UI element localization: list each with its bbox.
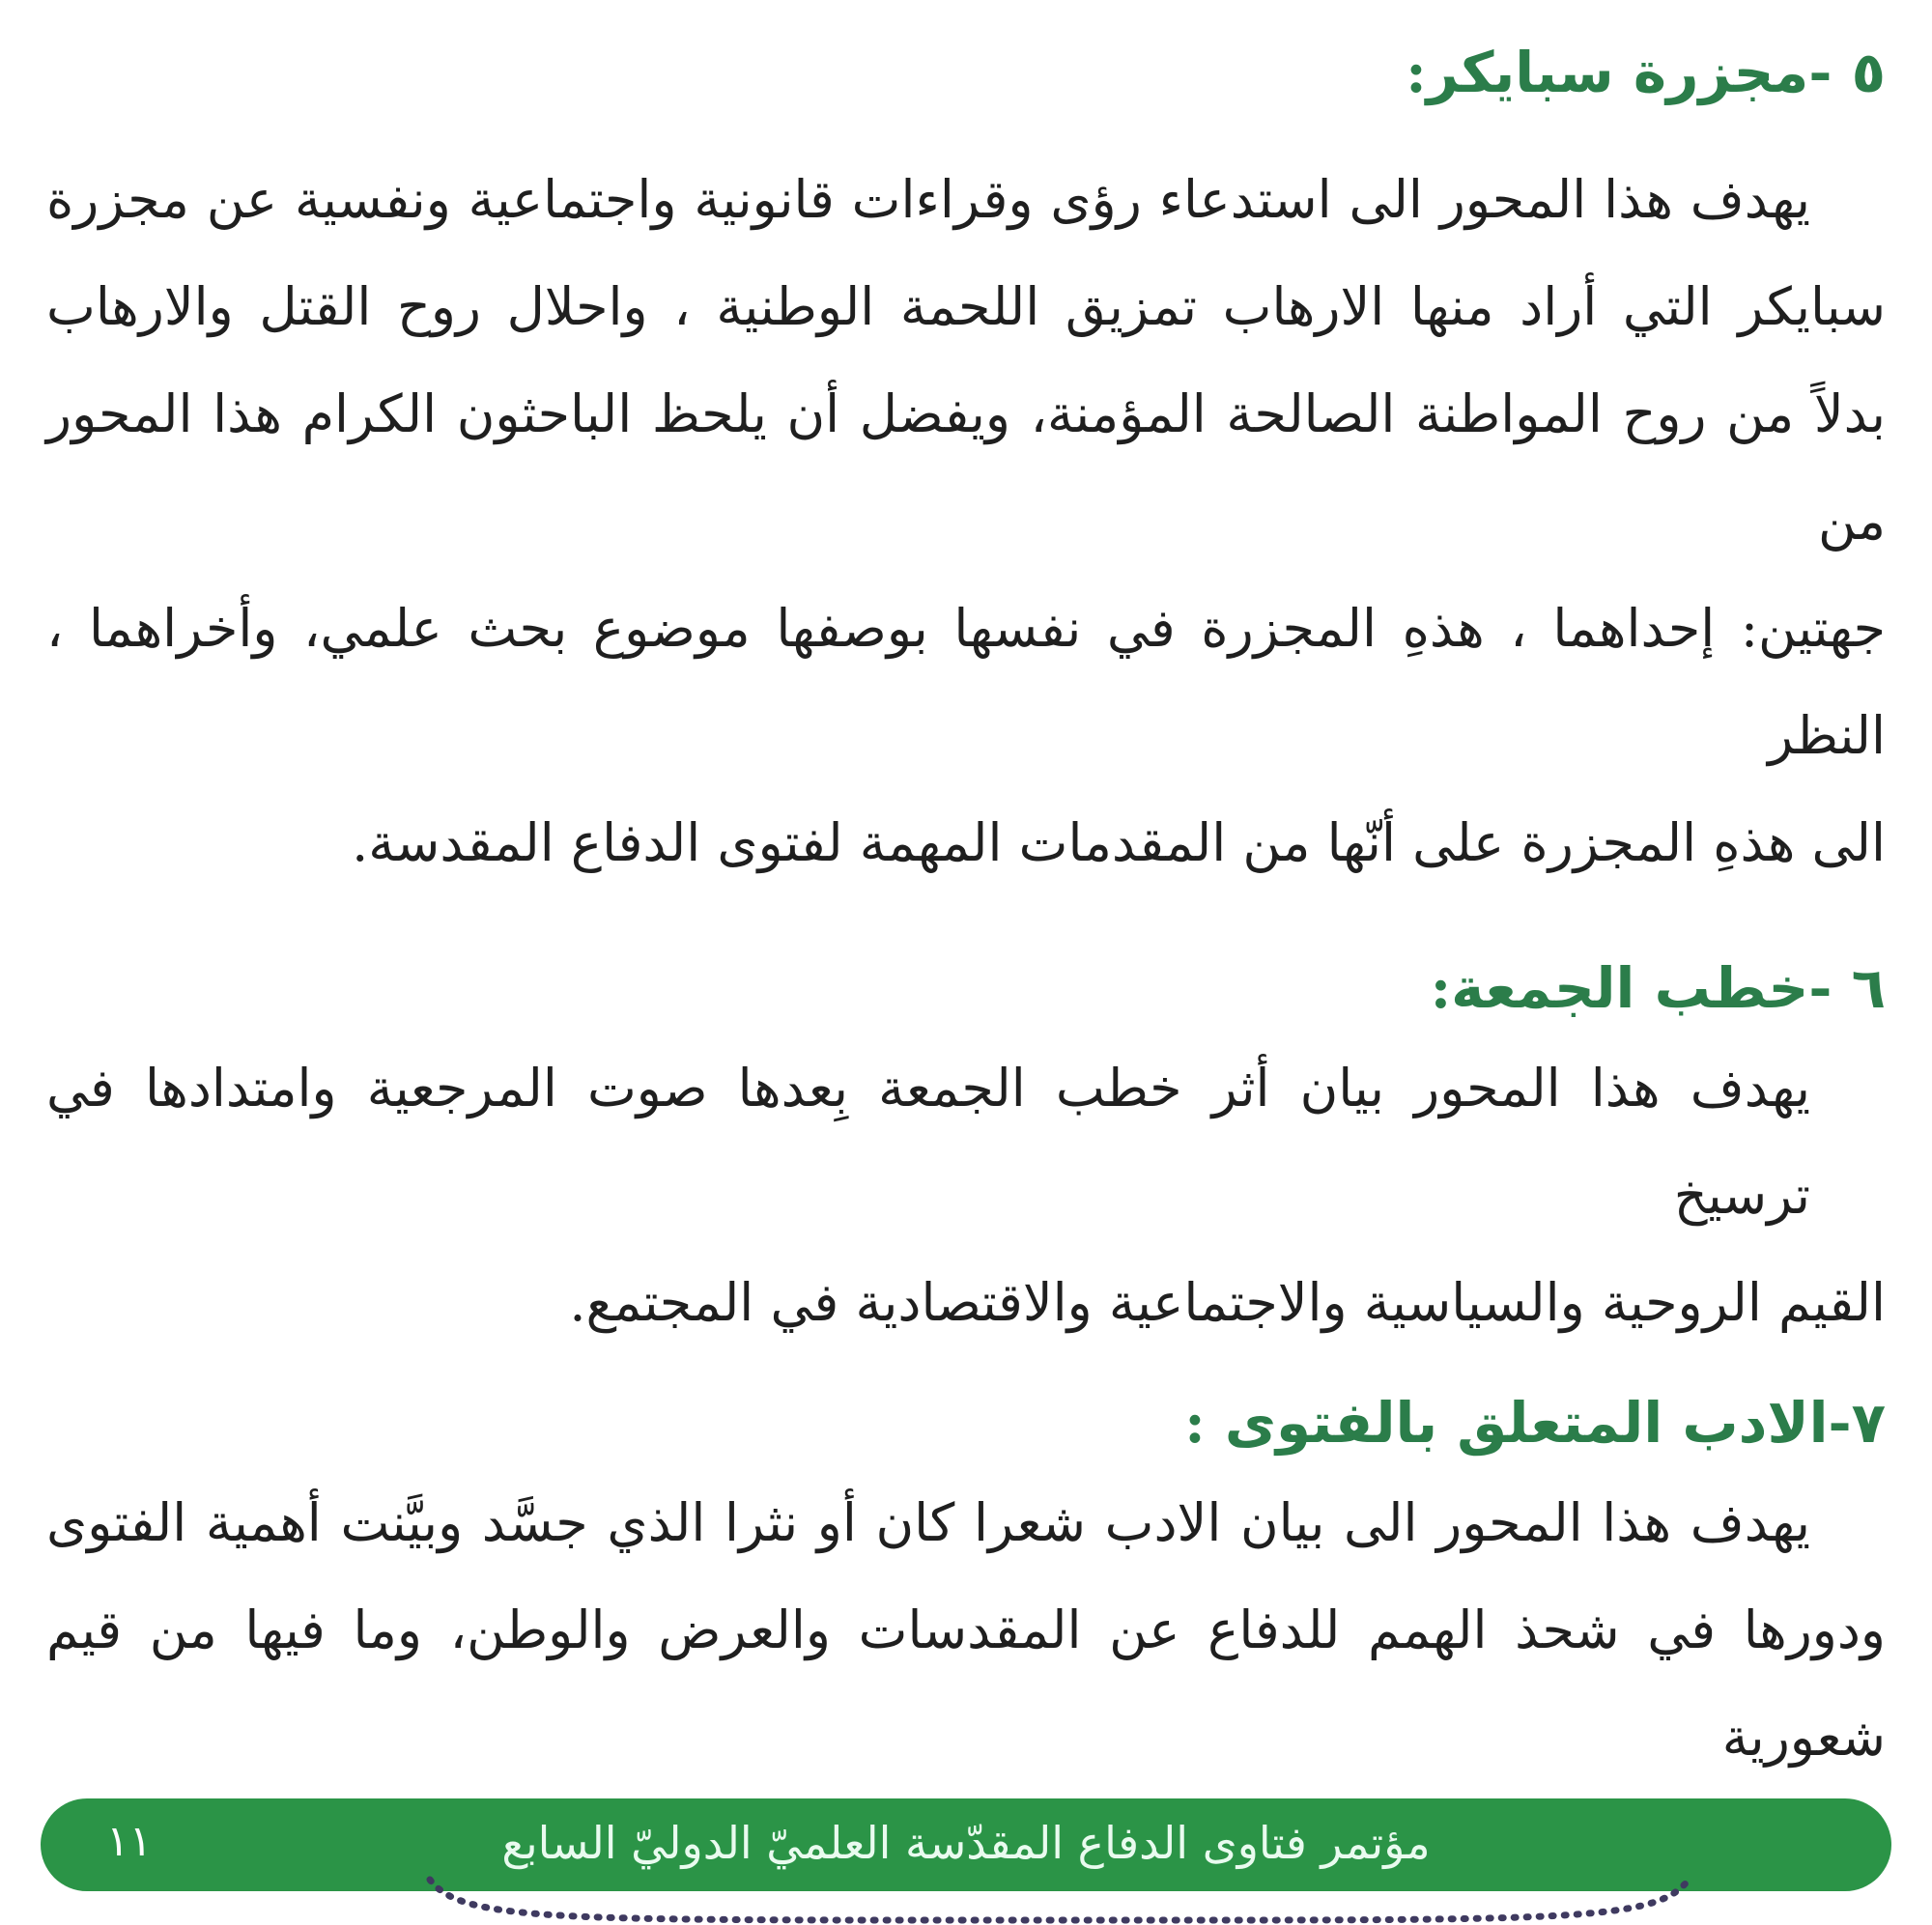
body-line: الى هذهِ المجزرة على أنّها من المقدمات المهمة لفتوى الدفاع المقدسة.: [352, 812, 1886, 873]
body-line: يهدف هذا المحور الى استدعاء رؤى وقراءات قانونية واجتماعية ونفسية عن مجزرة: [46, 169, 1810, 230]
body-line: يهدف هذا المحور الى بيان الادب شعرا كان أو نثرا الذي جسَّد وبيَّنت أهمية الفتوى: [46, 1492, 1810, 1553]
paragraph-spyker-massacre: [46, 146, 1886, 896]
body-line: يهدف هذا المحور بيان أثر خطب الجمعة بِعدها صوت المرجعية وامتدادها في ترسيخ: [46, 1058, 1810, 1226]
section-heading-6-friday-sermons: ٦ -خطب الجمعة:: [1430, 955, 1886, 1021]
footer-conference-title: مؤتمر فتاوى الدفاع المقدّسة العلميّ الدوليّ السابع: [501, 1817, 1431, 1869]
body-line: القيم الروحية والسياسية والاجتماعية والاقتصادية في المجتمع.: [569, 1272, 1886, 1333]
body-line: سبايكر التي أراد منها الارهاب تمزيق اللحمة الوطنية ، واحلال روح القتل والارهاب: [46, 276, 1886, 337]
footer-bar: [41, 1798, 1891, 1891]
section-heading-7-fatwa-literature: ٧-الادب المتعلق بالفتوى :: [1184, 1390, 1886, 1456]
body-line: ودورها في شحذ الهمم للدفاع عن المقدسات والعرض والوطن، وما فيها من قيم شعورية: [46, 1599, 1886, 1768]
paragraph-friday-sermons: [46, 1034, 1886, 1356]
page-number: ١١: [106, 1817, 153, 1866]
body-line: جهتين: إحداهما ، هذهِ المجزرة في نفسها بوصفها موضوع بحث علمي، وأخراهما ، النظر: [46, 598, 1886, 766]
body-line: بدلاً من روح المواطنة الصالحة المؤمنة، ويفضل أن يلحظ الباحثون الكرام هذا المحور من: [46, 383, 1886, 552]
section-heading-5-spyker-massacre: ٥ -مجزرة سبايكر:: [1406, 40, 1886, 105]
